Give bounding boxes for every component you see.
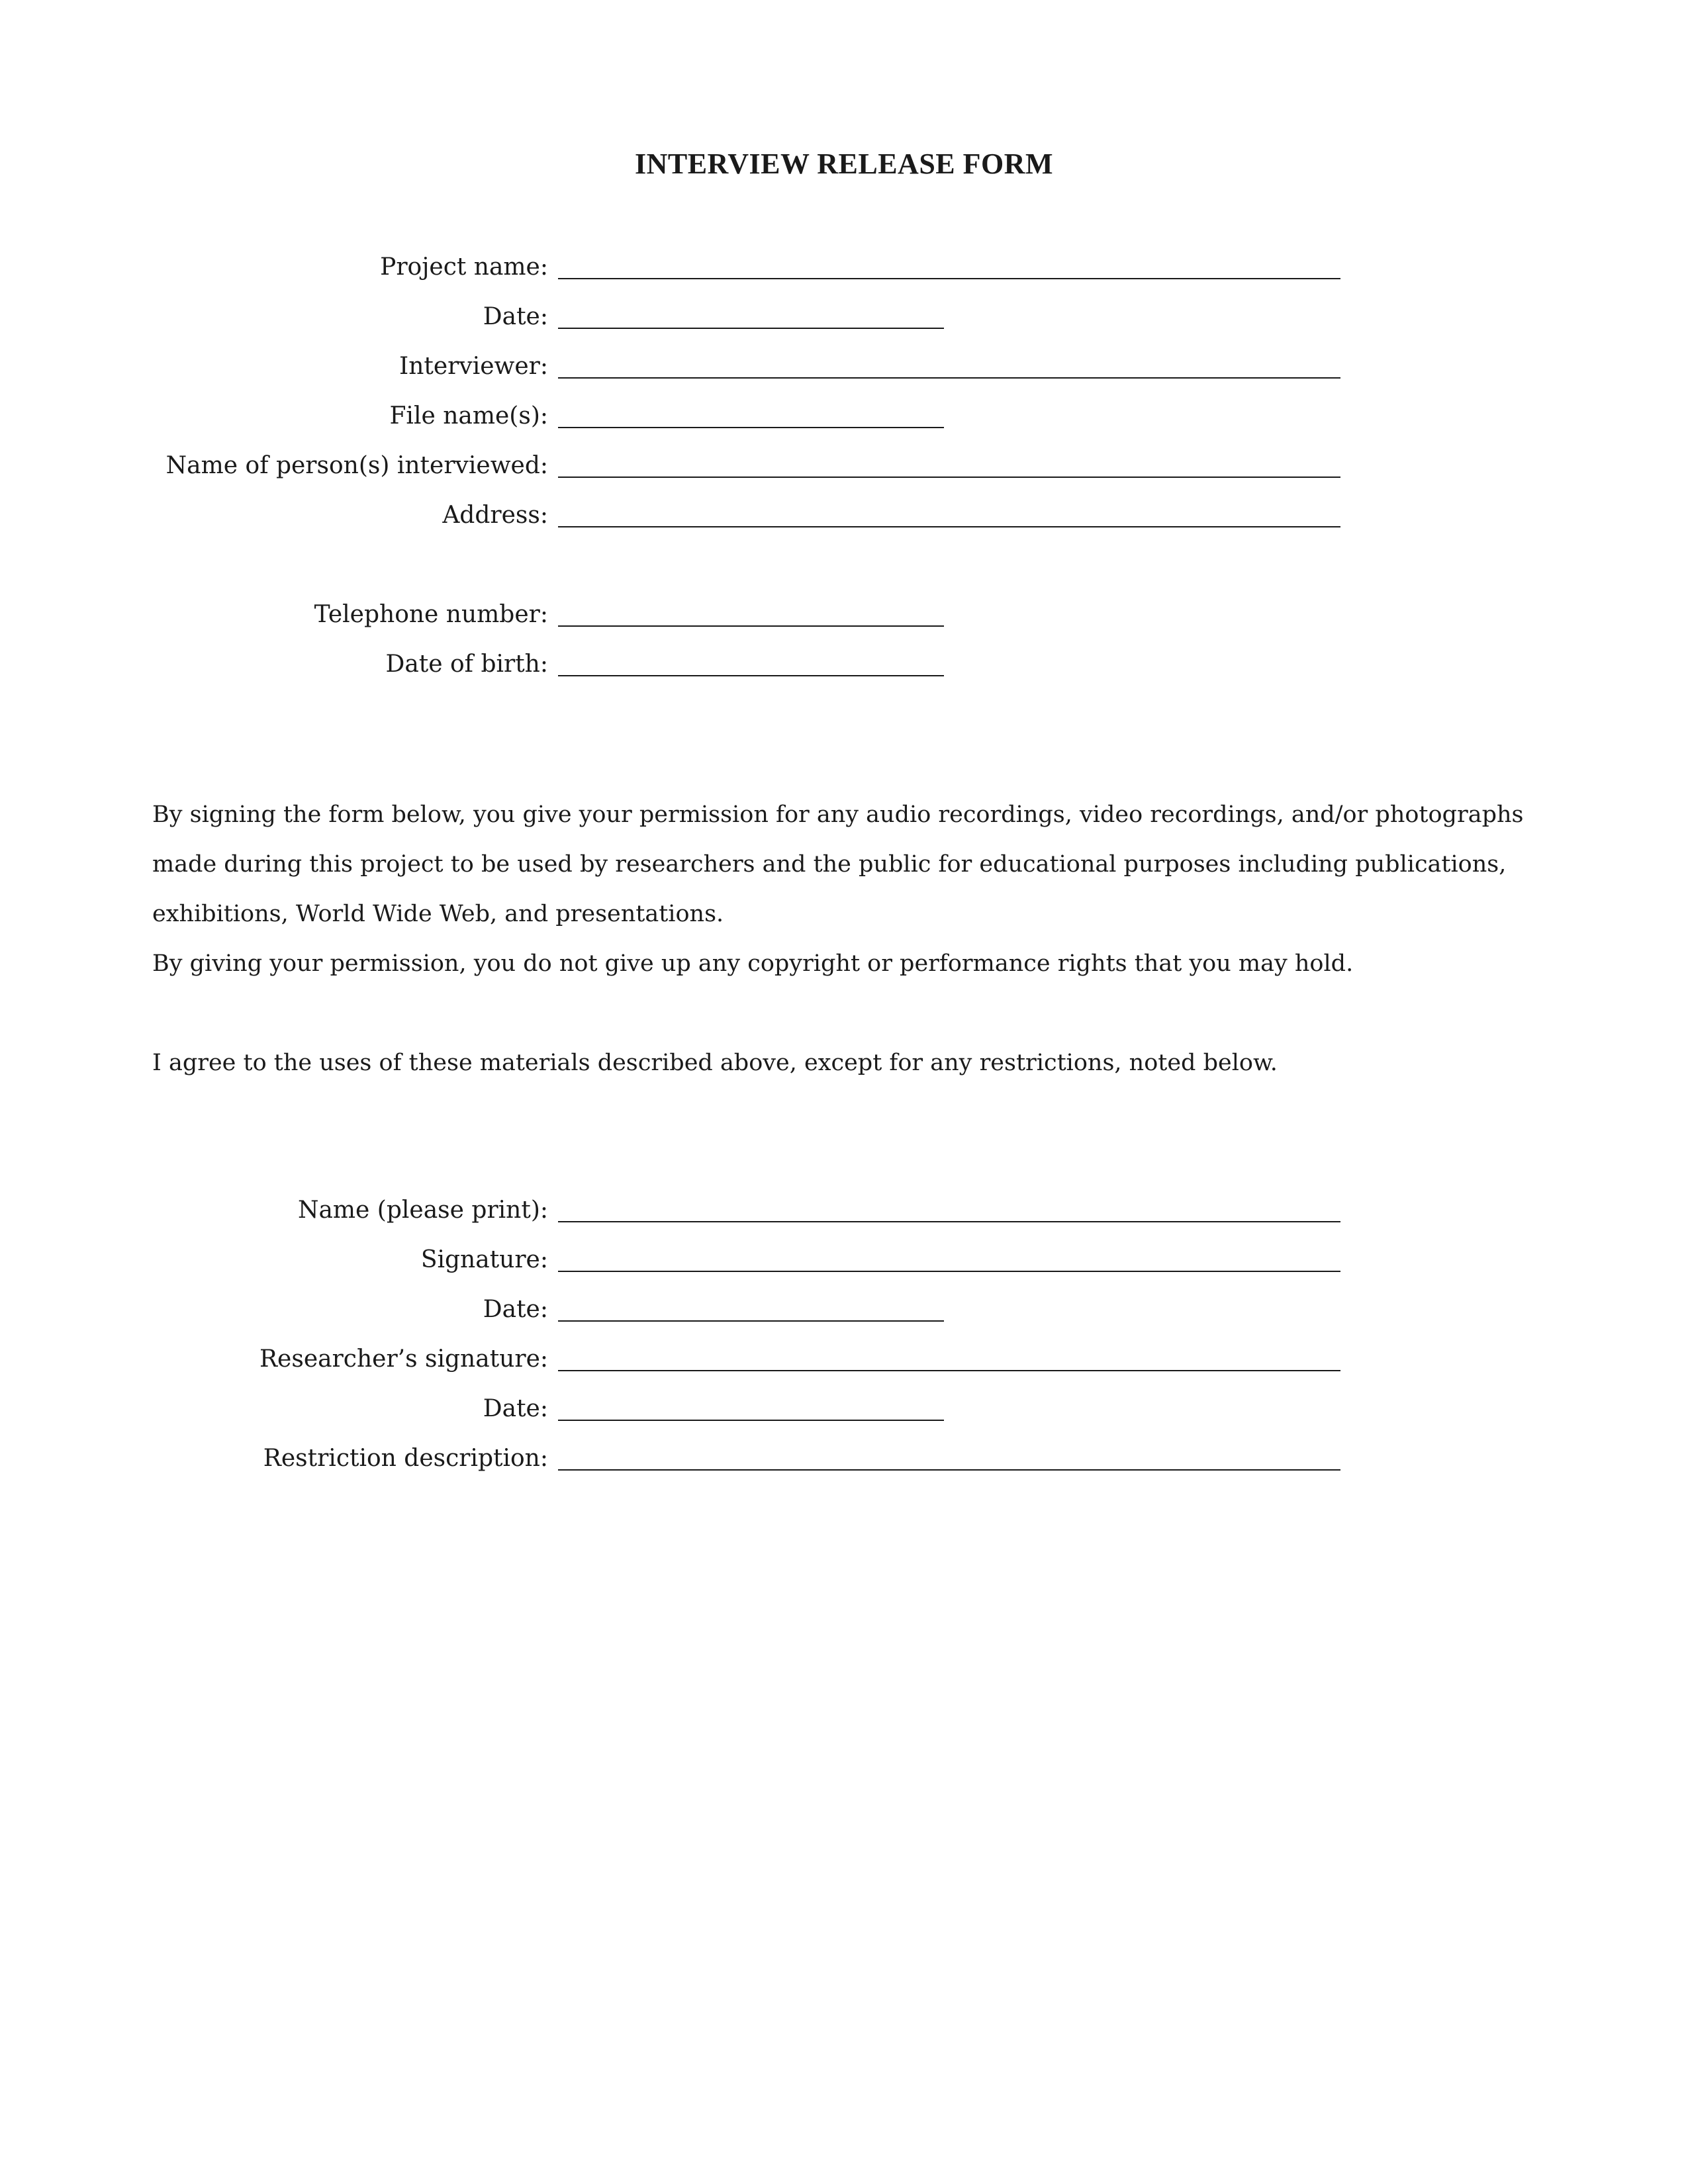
project-name-label: Project name:	[380, 253, 548, 281]
name-print-label: Name (please print):	[297, 1197, 548, 1224]
project-name-input-line[interactable]	[558, 278, 1340, 279]
restriction-input-line[interactable]	[558, 1469, 1340, 1471]
copyright-paragraph: By giving your permission, you do not give up any copyright or performance rights that you may hold.	[152, 950, 1354, 977]
researcher-signature-input-line[interactable]	[558, 1370, 1340, 1371]
field-researcher-signature	[0, 1340, 1688, 1379]
field-interviewer	[0, 347, 1688, 387]
signature-date-label: Date:	[483, 1296, 548, 1323]
person-interviewed-input-line[interactable]	[558, 477, 1340, 478]
form-title: INTERVIEW RELEASE FORM	[634, 148, 1054, 180]
researcher-signature-label: Researcher’s signature:	[259, 1345, 548, 1373]
signature-label: Signature:	[420, 1246, 548, 1273]
signature-input-line[interactable]	[558, 1271, 1340, 1272]
permission-paragraph: By signing the form below, you give your permission for any audio recordings, video recordings, and/or photographs made during this project to be used by researchers and the public for educational purposes including publications, exhibitions, World Wide Web, and presentations.	[152, 801, 1524, 927]
researcher-date-input-line[interactable]	[558, 1420, 944, 1421]
field-file-names	[0, 396, 1688, 436]
date-input-line[interactable]	[558, 328, 944, 329]
address-label: Address:	[442, 502, 548, 529]
field-signature-date	[0, 1290, 1688, 1330]
field-researcher-date	[0, 1389, 1688, 1429]
field-date-of-birth	[0, 645, 1688, 684]
researcher-date-label: Date:	[483, 1395, 548, 1422]
interviewer-label: Interviewer:	[399, 353, 548, 380]
telephone-label: Telephone number:	[314, 601, 548, 628]
restriction-label: Restriction description:	[263, 1445, 548, 1472]
signature-date-input-line[interactable]	[558, 1320, 944, 1322]
address-input-line[interactable]	[558, 526, 1340, 527]
file-names-input-line[interactable]	[558, 427, 944, 428]
date-of-birth-label: Date of birth:	[385, 651, 548, 678]
field-date	[0, 297, 1688, 337]
person-interviewed-label: Name of person(s) interviewed:	[165, 452, 548, 479]
field-name-print	[0, 1191, 1688, 1230]
name-print-input-line[interactable]	[558, 1221, 1340, 1222]
field-address	[0, 496, 1688, 535]
date-of-birth-input-line[interactable]	[558, 675, 944, 676]
field-person-interviewed	[0, 446, 1688, 486]
field-project-name	[0, 248, 1688, 287]
field-telephone	[0, 595, 1688, 635]
interviewer-input-line[interactable]	[558, 377, 1340, 379]
field-restriction	[0, 1439, 1688, 1479]
file-names-label: File name(s):	[389, 402, 548, 430]
field-signature	[0, 1240, 1688, 1280]
telephone-input-line[interactable]	[558, 625, 944, 627]
date-label: Date:	[483, 303, 548, 330]
agree-paragraph: I agree to the uses of these materials described above, except for any restrictions, noted below.	[152, 1050, 1278, 1076]
